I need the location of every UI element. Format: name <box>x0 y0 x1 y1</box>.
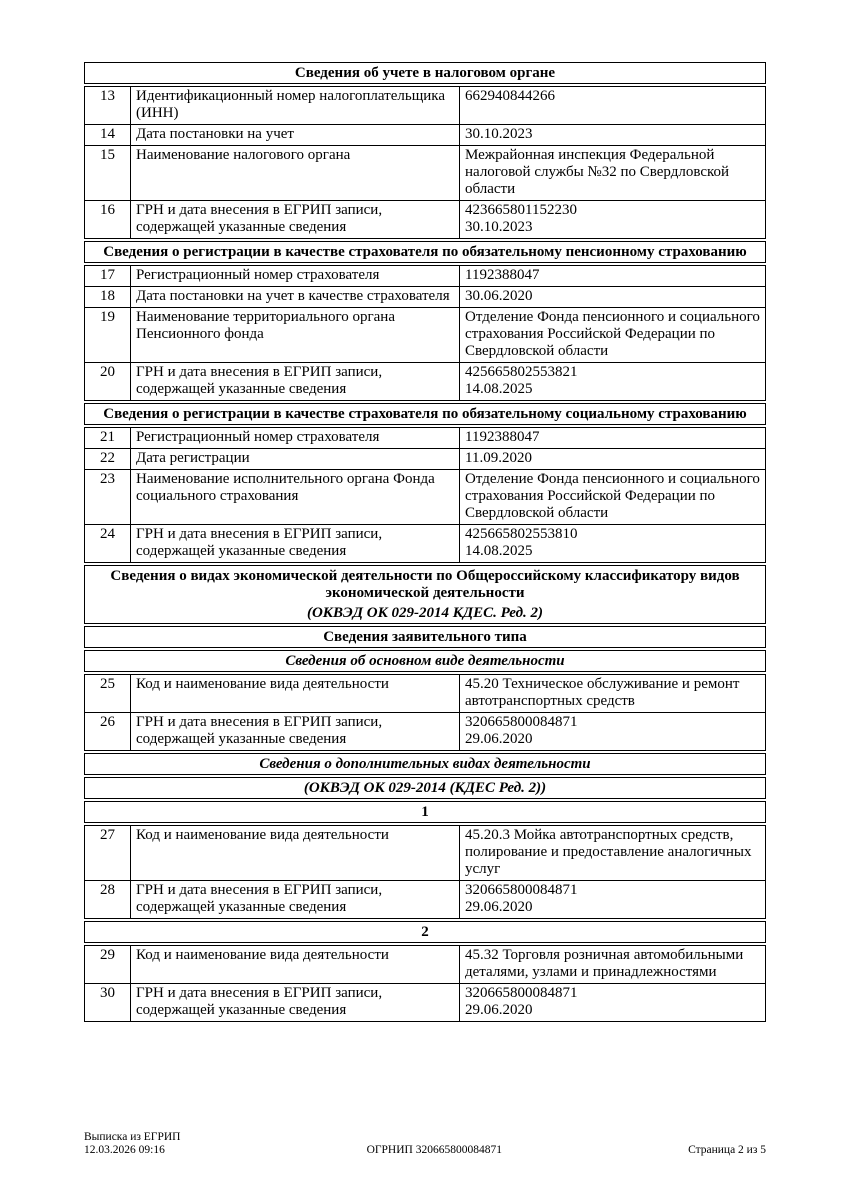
row-value-line: 14.08.2025 <box>465 543 533 559</box>
section-header-block <box>84 921 766 943</box>
data-rows-block <box>84 674 766 751</box>
row-number-cell: 24 <box>85 525 131 562</box>
row-number-cell: 28 <box>85 881 131 918</box>
footer-left <box>84 1131 180 1157</box>
table-row <box>85 946 765 983</box>
section-header-block <box>84 62 766 84</box>
row-number-cell: 14 <box>85 125 131 145</box>
row-value-cell <box>460 87 765 124</box>
row-number-cell: 29 <box>85 946 131 983</box>
row-value-line: 1192388047 <box>465 429 540 445</box>
section-title-line: 1 <box>421 804 429 820</box>
row-label-cell: ГРН и дата внесения в ЕГРИП записи, содержащей указанные сведения <box>131 201 460 238</box>
row-value-line: 29.06.2020 <box>465 731 533 747</box>
row-value-line: 29.06.2020 <box>465 1002 533 1018</box>
row-value-line: Отделение Фонда пенсионного и социального страхования Российской Федерации по Свердловской области <box>465 471 760 521</box>
row-label-cell: Код и наименование вида деятельности <box>131 826 460 880</box>
row-number-cell: 30 <box>85 984 131 1021</box>
row-value-cell <box>460 266 765 286</box>
row-value-cell <box>460 363 765 400</box>
data-rows-block <box>84 427 766 563</box>
section-title-line: Сведения о регистрации в качестве страхователя по обязательному социальному страхованию <box>103 406 747 422</box>
row-value-line: 320665800084871 <box>465 714 578 730</box>
row-value-cell <box>460 675 765 712</box>
data-rows-block <box>84 86 766 239</box>
row-value-line: 29.06.2020 <box>465 899 533 915</box>
table-row <box>85 675 765 712</box>
row-label-cell: Регистрационный номер страхователя <box>131 266 460 286</box>
row-value-cell <box>460 287 765 307</box>
row-value-cell <box>460 125 765 145</box>
row-label-cell: ГРН и дата внесения в ЕГРИП записи, содержащей указанные сведения <box>131 881 460 918</box>
row-number-cell: 19 <box>85 308 131 362</box>
section-title-line: Сведения заявительного типа <box>323 629 527 645</box>
row-value-cell <box>460 308 765 362</box>
section-header-block <box>84 650 766 672</box>
table-row <box>85 524 765 562</box>
footer-ogrnip: ОГРНИП 320665800084871 <box>366 1144 502 1156</box>
row-number-cell: 22 <box>85 449 131 469</box>
data-rows-block <box>84 825 766 919</box>
row-value-line: 45.32 Торговля розничная автомобильными деталями, узлами и принадлежностями <box>465 947 744 980</box>
footer-page-number: Страница 2 из 5 <box>688 1144 766 1156</box>
section-title-line: Сведения о видах экономической деятельности по Общероссийскому классификатору видов экономической деятельности <box>110 568 740 601</box>
section-title-line: 2 <box>421 924 429 940</box>
table-row <box>85 826 765 880</box>
row-value-line: 662940844266 <box>465 88 555 104</box>
row-value-cell <box>460 826 765 880</box>
table-row <box>85 983 765 1021</box>
row-label-cell: Наименование территориального органа Пенсионного фонда <box>131 308 460 362</box>
section-header-block <box>84 241 766 263</box>
footer-datetime: 12.03.2026 09:16 <box>84 1144 165 1156</box>
row-value-cell <box>460 946 765 983</box>
row-value-line: Отделение Фонда пенсионного и социального страхования Российской Федерации по Свердловской области <box>465 309 760 359</box>
row-value-line: 425665802553821 <box>465 364 578 380</box>
row-value-line: 320665800084871 <box>465 985 578 1001</box>
row-value-cell <box>460 881 765 918</box>
row-label-cell: Дата регистрации <box>131 449 460 469</box>
section-title-line: Сведения об основном виде деятельности <box>285 653 565 669</box>
row-label-cell: Наименование налогового органа <box>131 146 460 200</box>
row-number-cell: 18 <box>85 287 131 307</box>
section-title-line: Сведения о дополнительных видах деятельности <box>259 756 591 772</box>
row-value-cell <box>460 449 765 469</box>
section-header-block <box>84 626 766 648</box>
section-title-line: Сведения о регистрации в качестве страхователя по обязательному пенсионному страхованию <box>103 244 747 260</box>
data-rows-block <box>84 945 766 1022</box>
row-value-cell <box>460 428 765 448</box>
section-title-line: (ОКВЭД ОК 029-2014 КДЕС. Ред. 2) <box>306 605 544 621</box>
row-number-cell: 26 <box>85 713 131 750</box>
table-row <box>85 428 765 448</box>
row-value-cell <box>460 146 765 200</box>
row-number-cell: 27 <box>85 826 131 880</box>
section-header-block <box>84 565 766 624</box>
table-row <box>85 286 765 307</box>
row-label-cell: ГРН и дата внесения в ЕГРИП записи, содержащей указанные сведения <box>131 525 460 562</box>
data-rows-block <box>84 265 766 401</box>
row-value-line: 14.08.2025 <box>465 381 533 397</box>
row-value-cell <box>460 525 765 562</box>
row-label-cell: ГРН и дата внесения в ЕГРИП записи, содержащей указанные сведения <box>131 713 460 750</box>
table-row <box>85 145 765 200</box>
table-row <box>85 448 765 469</box>
table-row <box>85 362 765 400</box>
row-value-line: 45.20 Техническое обслуживание и ремонт автотранспортных средств <box>465 676 740 709</box>
table-row <box>85 469 765 524</box>
row-label-cell: Идентификационный номер налогоплательщика (ИНН) <box>131 87 460 124</box>
row-value-line: 30.10.2023 <box>465 219 533 235</box>
table-row <box>85 880 765 918</box>
section-title-line: Сведения об учете в налоговом органе <box>294 65 556 81</box>
section-header-block <box>84 777 766 799</box>
row-label-cell: Наименование исполнительного органа Фонда социального страхования <box>131 470 460 524</box>
section-title-line: (ОКВЭД ОК 029-2014 (КДЕС Ред. 2)) <box>303 780 547 796</box>
section-header-block <box>84 753 766 775</box>
row-number-cell: 16 <box>85 201 131 238</box>
row-number-cell: 23 <box>85 470 131 524</box>
row-value-line: 425665802553810 <box>465 526 578 542</box>
section-header-block <box>84 801 766 823</box>
row-value-line: Межрайонная инспекция Федеральной налоговой службы №32 по Свердловской области <box>465 147 730 197</box>
row-label-cell: Код и наименование вида деятельности <box>131 946 460 983</box>
row-value-line: 11.09.2020 <box>465 450 532 466</box>
row-label-cell: Дата постановки на учет <box>131 125 460 145</box>
table-row <box>85 712 765 750</box>
row-number-cell: 17 <box>85 266 131 286</box>
row-label-cell: Дата постановки на учет в качестве страхователя <box>131 287 460 307</box>
row-number-cell: 15 <box>85 146 131 200</box>
row-label-cell: ГРН и дата внесения в ЕГРИП записи, содержащей указанные сведения <box>131 363 460 400</box>
row-number-cell: 21 <box>85 428 131 448</box>
row-number-cell: 13 <box>85 87 131 124</box>
row-number-cell: 20 <box>85 363 131 400</box>
row-value-line: 320665800084871 <box>465 882 578 898</box>
row-label-cell: Регистрационный номер страхователя <box>131 428 460 448</box>
row-value-line: 30.10.2023 <box>465 126 533 142</box>
table-row <box>85 266 765 286</box>
row-value-cell <box>460 984 765 1021</box>
row-number-cell: 25 <box>85 675 131 712</box>
table-row <box>85 124 765 145</box>
document-table <box>84 62 766 1022</box>
row-label-cell: Код и наименование вида деятельности <box>131 675 460 712</box>
row-value-cell <box>460 201 765 238</box>
row-value-line: 423665801152230 <box>465 202 577 218</box>
table-row <box>85 87 765 124</box>
page-footer <box>84 1131 766 1157</box>
section-header-block <box>84 403 766 425</box>
footer-doc-type: Выписка из ЕГРИП <box>84 1131 181 1143</box>
table-row <box>85 200 765 238</box>
table-row <box>85 307 765 362</box>
row-value-line: 1192388047 <box>465 267 540 283</box>
row-label-cell: ГРН и дата внесения в ЕГРИП записи, содержащей указанные сведения <box>131 984 460 1021</box>
row-value-cell <box>460 713 765 750</box>
row-value-line: 30.06.2020 <box>465 288 533 304</box>
row-value-line: 45.20.3 Мойка автотранспортных средств, полирование и предоставление аналогичных услуг <box>465 827 752 877</box>
row-value-cell <box>460 470 765 524</box>
